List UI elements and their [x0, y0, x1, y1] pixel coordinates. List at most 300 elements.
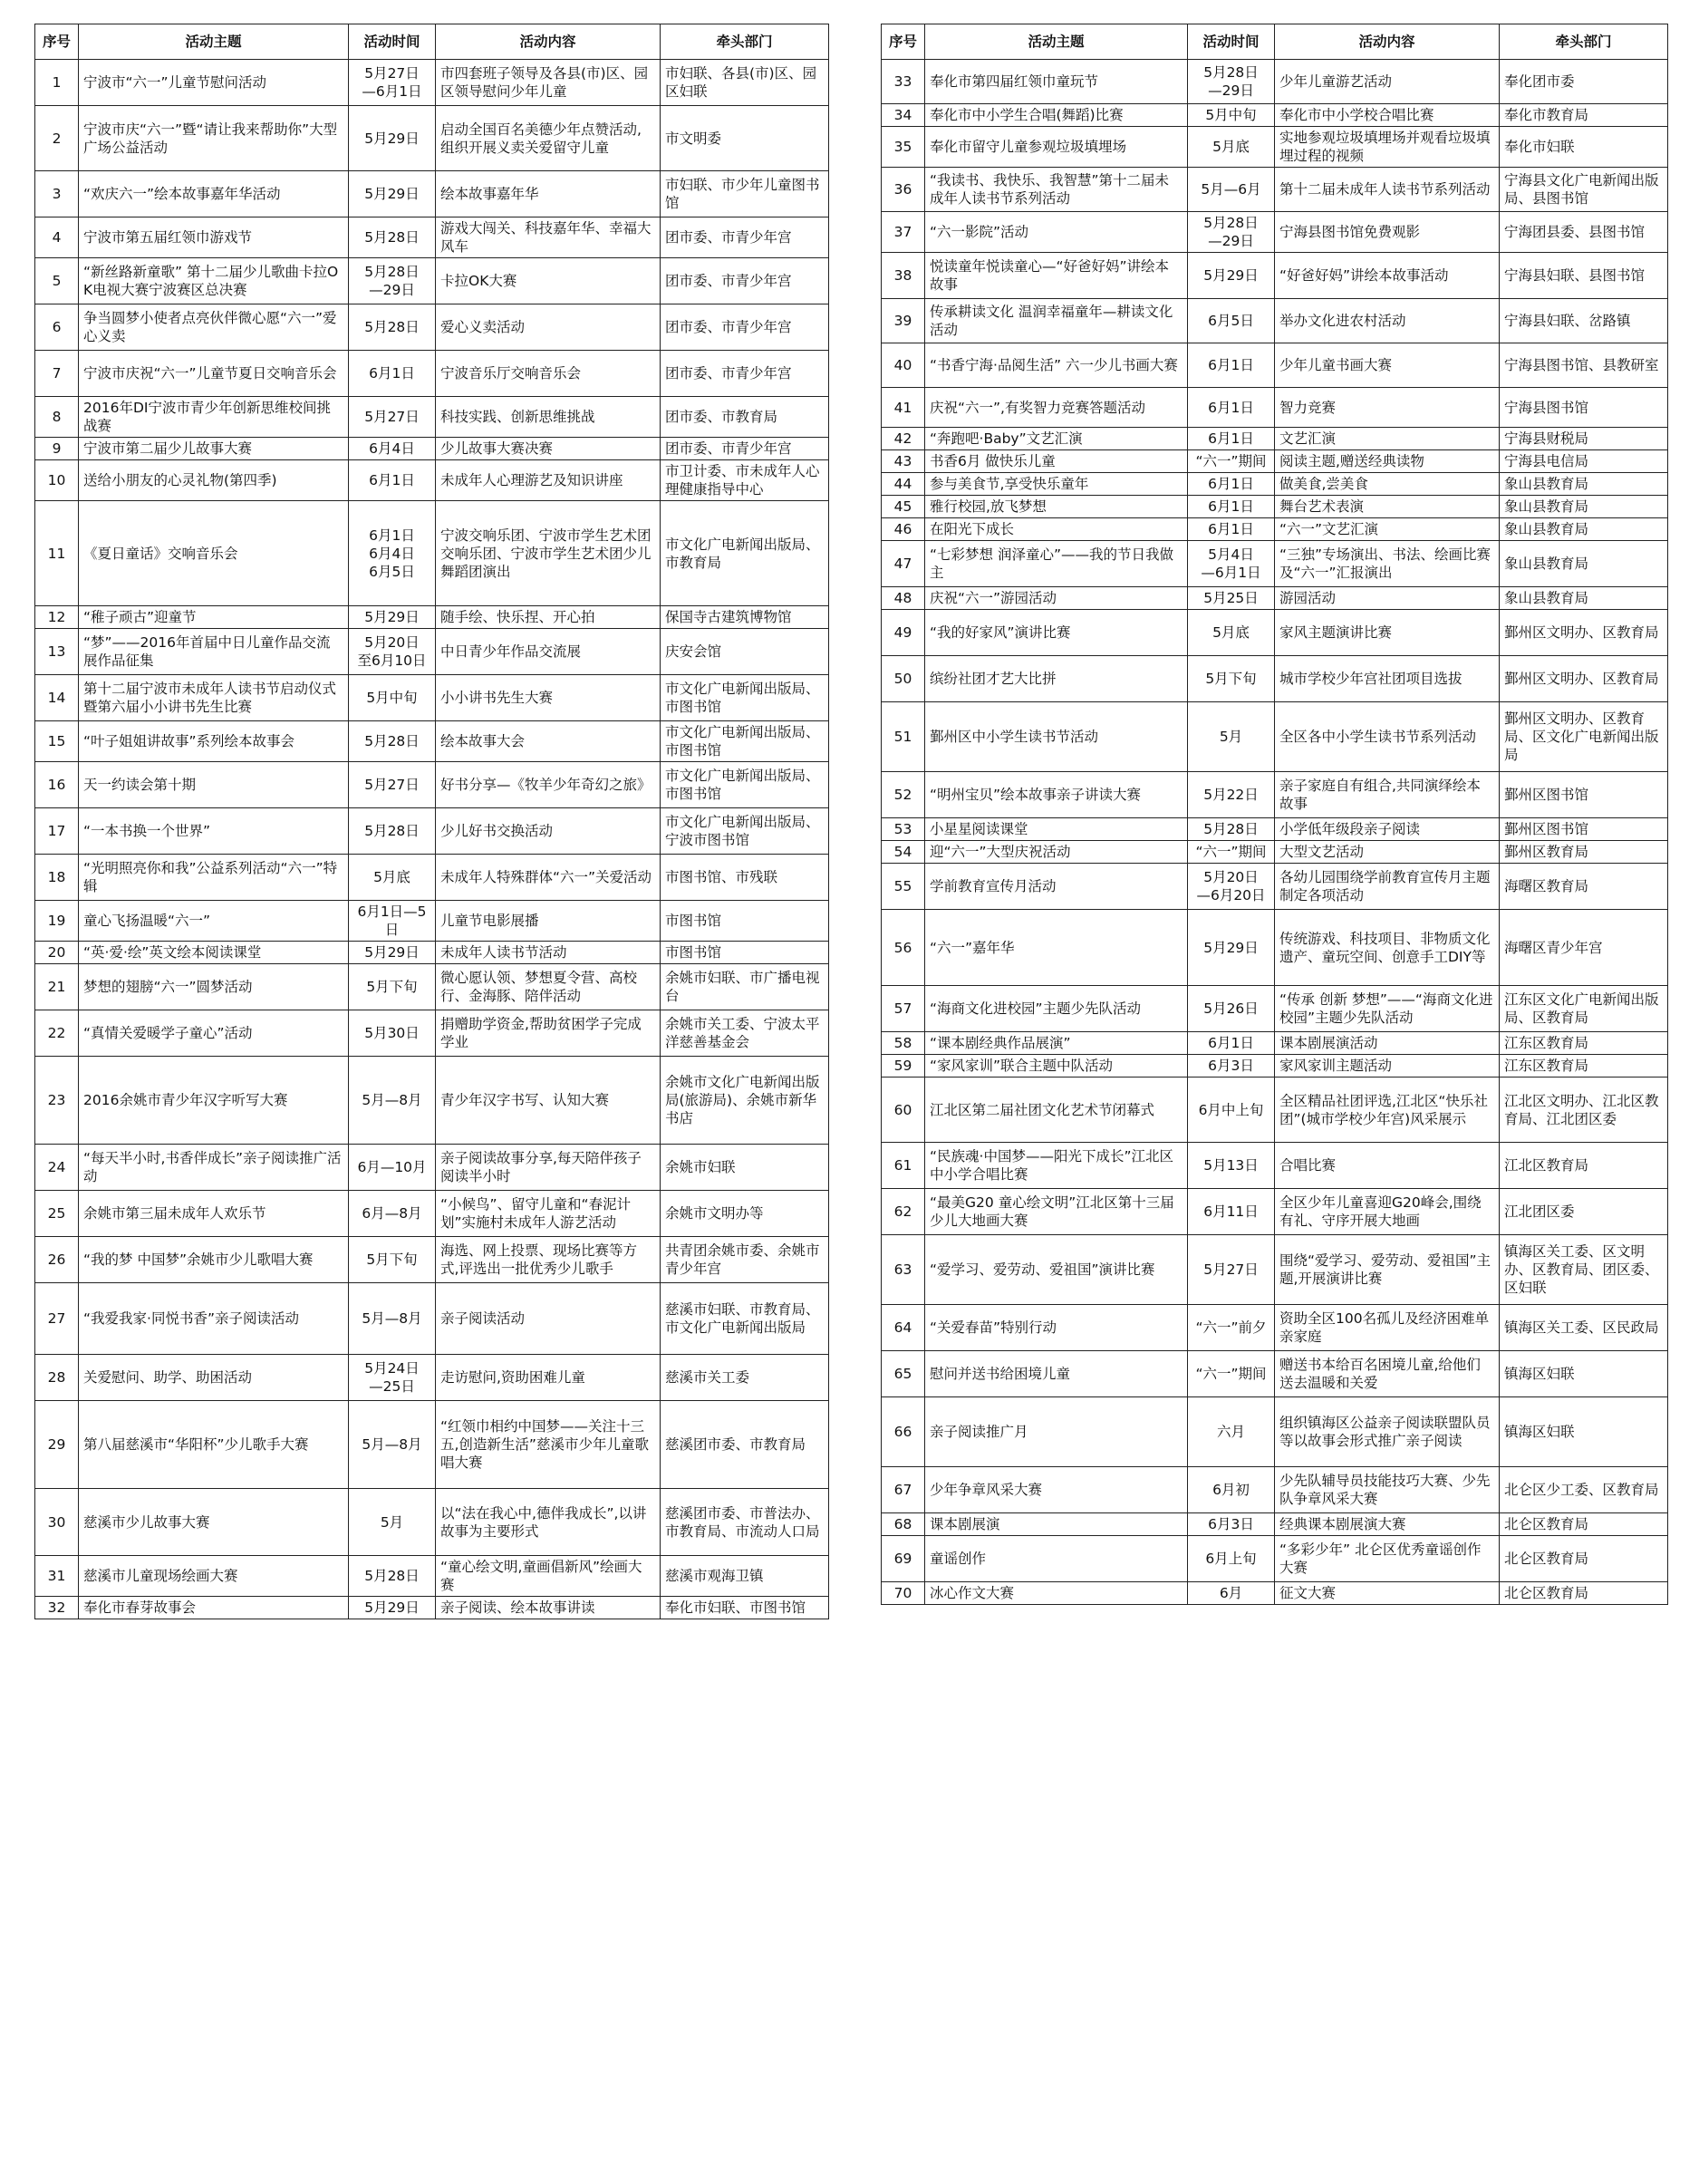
- cell-no: 58: [882, 1032, 925, 1055]
- cell-no: 63: [882, 1235, 925, 1305]
- cell-time: 5月底: [1188, 127, 1275, 168]
- cell-no: 3: [35, 171, 79, 217]
- cell-time: 5月26日: [1188, 986, 1275, 1032]
- cell-theme: 第八届慈溪市“华阳杯”少儿歌手大赛: [79, 1401, 349, 1489]
- cell-theme: 天一约读会第十期: [79, 762, 349, 808]
- cell-dept: 江北区文明办、江北区教育局、江北团区委: [1500, 1078, 1668, 1143]
- cell-theme: “七彩梦想 润泽童心”——我的节日我做主: [925, 541, 1188, 587]
- table-row: [35, 855, 829, 901]
- table-row: [35, 351, 829, 397]
- cell-dept: 市卫计委、市未成年人心理健康指导中心: [661, 460, 829, 501]
- table-row: [882, 772, 1668, 818]
- cell-theme: “奔跑吧·Baby”文艺汇演: [925, 428, 1188, 450]
- cell-theme: 传承耕读文化 温润幸福童年—耕读文化活动: [925, 299, 1188, 343]
- table-row: [35, 1283, 829, 1355]
- cell-content: 小学低年级段亲子阅读: [1275, 818, 1500, 841]
- table-row: [882, 818, 1668, 841]
- cell-theme: 争当圆梦小使者点亮伙伴微心愿“六一”爱心义卖: [79, 304, 349, 351]
- cell-dept: 团市委、市青少年宫: [661, 304, 829, 351]
- cell-time: 5月28日: [349, 217, 436, 258]
- cell-time: 6月4日: [349, 438, 436, 460]
- header-theme: 活动主题: [925, 24, 1188, 60]
- cell-theme: 少年争章风采大赛: [925, 1467, 1188, 1513]
- table-row: [35, 106, 829, 171]
- table-row: [882, 864, 1668, 910]
- table-row: [882, 702, 1668, 772]
- cell-dept: 海曙区青少年宫: [1500, 910, 1668, 986]
- cell-theme: “每天半小时,书香伴成长”亲子阅读推广活动: [79, 1145, 349, 1191]
- cell-dept: 市妇联、各县(市)区、园区妇联: [661, 60, 829, 106]
- cell-time: 5月28日: [349, 1556, 436, 1597]
- cell-content: 少先队辅导员技能技巧大赛、少先队争章风采大赛: [1275, 1467, 1500, 1513]
- cell-time: 5月30日: [349, 1010, 436, 1057]
- cell-theme: 《夏日童话》交响音乐会: [79, 501, 349, 606]
- cell-time: 6月中上旬: [1188, 1078, 1275, 1143]
- cell-no: 47: [882, 541, 925, 587]
- cell-no: 10: [35, 460, 79, 501]
- cell-theme: 庆祝“六一”游园活动: [925, 587, 1188, 610]
- table-row: [882, 104, 1668, 127]
- cell-theme: 送给小朋友的心灵礼物(第四季): [79, 460, 349, 501]
- cell-content: 经典课本剧展演大赛: [1275, 1513, 1500, 1536]
- cell-content: 传统游戏、科技项目、非物质文化遗产、童玩空间、创意手工DIY等: [1275, 910, 1500, 986]
- cell-time: 5月27日 —6月1日: [349, 60, 436, 106]
- cell-dept: 慈溪市妇联、市教育局、市文化广电新闻出版局: [661, 1283, 829, 1355]
- cell-theme: 宁波市“六一”儿童节慰问活动: [79, 60, 349, 106]
- table-row: [882, 428, 1668, 450]
- cell-dept: 宁海县图书馆、县教研室: [1500, 343, 1668, 388]
- cell-dept: 共青团余姚市委、余姚市青少年宫: [661, 1237, 829, 1283]
- cell-time: 5月25日: [1188, 587, 1275, 610]
- cell-no: 6: [35, 304, 79, 351]
- cell-no: 17: [35, 808, 79, 855]
- cell-time: 5月28日: [349, 808, 436, 855]
- cell-no: 67: [882, 1467, 925, 1513]
- table-row: [882, 1235, 1668, 1305]
- cell-no: 11: [35, 501, 79, 606]
- cell-dept: 北仑区少工委、区教育局: [1500, 1467, 1668, 1513]
- header-content: 活动内容: [1275, 24, 1500, 60]
- cell-content: 随手绘、快乐捏、开心拍: [436, 606, 661, 629]
- table-row: [882, 473, 1668, 496]
- cell-time: 5月4日 —6月1日: [1188, 541, 1275, 587]
- cell-theme: 悦读童年悦读童心—“好爸好妈”讲绘本故事: [925, 253, 1188, 299]
- cell-no: 1: [35, 60, 79, 106]
- cell-theme: 参与美食节,享受快乐童年: [925, 473, 1188, 496]
- cell-content: 绘本故事嘉年华: [436, 171, 661, 217]
- cell-content: 走访慰问,资助困难儿童: [436, 1355, 661, 1401]
- cell-time: 5月29日: [349, 1597, 436, 1619]
- cell-dept: 保国寺古建筑博物馆: [661, 606, 829, 629]
- cell-time: 6月1日: [1188, 473, 1275, 496]
- cell-content: 亲子阅读活动: [436, 1283, 661, 1355]
- cell-content: 亲子家庭自有组合,共同演绎绘本故事: [1275, 772, 1500, 818]
- cell-content: 儿童节电影展播: [436, 901, 661, 942]
- cell-no: 15: [35, 721, 79, 762]
- cell-time: 5月28日 —29日: [1188, 60, 1275, 104]
- cell-no: 44: [882, 473, 925, 496]
- cell-time: 5月底: [349, 855, 436, 901]
- cell-content: 智力竞赛: [1275, 388, 1500, 428]
- cell-no: 46: [882, 518, 925, 541]
- cell-dept: 团市委、市青少年宫: [661, 351, 829, 397]
- cell-time: 6月初: [1188, 1467, 1275, 1513]
- cell-time: 6月上旬: [1188, 1536, 1275, 1582]
- cell-content: 未成年人读书节活动: [436, 942, 661, 964]
- cell-no: 30: [35, 1489, 79, 1556]
- cell-content: 宁波交响乐团、宁波市学生艺术团交响乐团、宁波市学生艺术团少儿舞蹈团演出: [436, 501, 661, 606]
- table-row: [882, 127, 1668, 168]
- table-row: [882, 343, 1668, 388]
- cell-dept: 象山县教育局: [1500, 541, 1668, 587]
- cell-theme: 书香6月 做快乐儿童: [925, 450, 1188, 473]
- cell-content: “三独”专场演出、书法、绘画比赛及“六一”汇报演出: [1275, 541, 1500, 587]
- cell-content: 赠送书本给百名困境儿童,给他们送去温暖和关爱: [1275, 1351, 1500, 1397]
- cell-no: 57: [882, 986, 925, 1032]
- cell-time: 5月—8月: [349, 1283, 436, 1355]
- cell-theme: “我的好家风”演讲比赛: [925, 610, 1188, 656]
- cell-content: 卡拉OK大赛: [436, 258, 661, 304]
- cell-time: 5月29日: [349, 106, 436, 171]
- cell-theme: “光明照亮你和我”公益系列活动“六一”特辑: [79, 855, 349, 901]
- cell-theme: “海商文化进校园”主题少先队活动: [925, 986, 1188, 1032]
- cell-time: “六一”期间: [1188, 841, 1275, 864]
- cell-theme: 余姚市第三届未成年人欢乐节: [79, 1191, 349, 1237]
- cell-no: 62: [882, 1189, 925, 1235]
- cell-content: “传承 创新 梦想”——“海商文化进校园”主题少先队活动: [1275, 986, 1500, 1032]
- cell-theme: 宁波市第五届红领巾游戏节: [79, 217, 349, 258]
- cell-content: 宁海县图书馆免费观影: [1275, 212, 1500, 253]
- cell-no: 28: [35, 1355, 79, 1401]
- cell-content: 绘本故事大会: [436, 721, 661, 762]
- cell-content: 文艺汇演: [1275, 428, 1500, 450]
- cell-dept: 团市委、市青少年宫: [661, 217, 829, 258]
- cell-no: 13: [35, 629, 79, 675]
- cell-dept: 市文化广电新闻出版局、宁波市图书馆: [661, 808, 829, 855]
- cell-no: 52: [882, 772, 925, 818]
- cell-theme: 慈溪市少儿故事大赛: [79, 1489, 349, 1556]
- cell-time: 5月27日: [349, 397, 436, 438]
- cell-dept: 象山县教育局: [1500, 473, 1668, 496]
- cell-no: 34: [882, 104, 925, 127]
- cell-no: 26: [35, 1237, 79, 1283]
- cell-dept: 慈溪团市委、市教育局: [661, 1401, 829, 1489]
- cell-content: 捐赠助学资金,帮助贫困学子完成学业: [436, 1010, 661, 1057]
- cell-theme: “家风家训”联合主题中队活动: [925, 1055, 1188, 1078]
- header-content: 活动内容: [436, 24, 661, 60]
- cell-theme: “关爱春苗”特别行动: [925, 1305, 1188, 1351]
- cell-theme: “欢庆六一”绘本故事嘉年华活动: [79, 171, 349, 217]
- cell-no: 66: [882, 1397, 925, 1467]
- table-row: [35, 1355, 829, 1401]
- table-row: [35, 60, 829, 106]
- table-row: [882, 518, 1668, 541]
- cell-time: 6月1日: [1188, 428, 1275, 450]
- table-row: [882, 1055, 1668, 1078]
- cell-no: 12: [35, 606, 79, 629]
- cell-time: 6月5日: [1188, 299, 1275, 343]
- cell-dept: 鄞州区教育局: [1500, 841, 1668, 864]
- cell-time: 6月1日: [349, 460, 436, 501]
- cell-no: 39: [882, 299, 925, 343]
- cell-time: 5月27日: [1188, 1235, 1275, 1305]
- cell-dept: 市文明委: [661, 106, 829, 171]
- cell-content: 市四套班子领导及各县(市)区、园区领导慰问少年儿童: [436, 60, 661, 106]
- cell-theme: “六一”嘉年华: [925, 910, 1188, 986]
- table-row: [882, 388, 1668, 428]
- cell-no: 23: [35, 1057, 79, 1145]
- cell-no: 16: [35, 762, 79, 808]
- cell-content: 科技实践、创新思维挑战: [436, 397, 661, 438]
- cell-no: 69: [882, 1536, 925, 1582]
- table-row: [35, 1057, 829, 1145]
- cell-no: 56: [882, 910, 925, 986]
- cell-content: 城市学校少年宫社团项目选拔: [1275, 656, 1500, 702]
- cell-dept: 海曙区教育局: [1500, 864, 1668, 910]
- table-row: [882, 1078, 1668, 1143]
- cell-no: 65: [882, 1351, 925, 1397]
- cell-theme: “我爱我家·同悦书香”亲子阅读活动: [79, 1283, 349, 1355]
- cell-no: 21: [35, 964, 79, 1010]
- cell-content: 海选、网上投票、现场比赛等方式,评选出一批优秀少儿歌手: [436, 1237, 661, 1283]
- cell-no: 43: [882, 450, 925, 473]
- table-row: [882, 587, 1668, 610]
- cell-theme: 迎“六一”大型庆祝活动: [925, 841, 1188, 864]
- cell-content: “红领巾相约中国梦——关注十三五,创造新生活”慈溪市少年儿童歌唱大赛: [436, 1401, 661, 1489]
- cell-theme: 江北区第二届社团文化艺术节闭幕式: [925, 1078, 1188, 1143]
- cell-dept: 鄞州区图书馆: [1500, 818, 1668, 841]
- table-row: [35, 901, 829, 942]
- cell-no: 49: [882, 610, 925, 656]
- cell-dept: 余姚市妇联、市广播电视台: [661, 964, 829, 1010]
- cell-content: 少年儿童书画大赛: [1275, 343, 1500, 388]
- cell-dept: 团市委、市青少年宫: [661, 438, 829, 460]
- table-header-row: [882, 24, 1668, 60]
- cell-time: 6月11日: [1188, 1189, 1275, 1235]
- cell-time: 5月28日: [349, 304, 436, 351]
- cell-dept: 鄞州区文明办、区教育局: [1500, 656, 1668, 702]
- cell-no: 5: [35, 258, 79, 304]
- activity-table-left: [34, 24, 829, 1619]
- cell-no: 25: [35, 1191, 79, 1237]
- table-row: [882, 1351, 1668, 1397]
- cell-dept: 团市委、市教育局: [661, 397, 829, 438]
- cell-theme: 鄞州区中小学生读书节活动: [925, 702, 1188, 772]
- cell-theme: 在阳光下成长: [925, 518, 1188, 541]
- table-row: [35, 1401, 829, 1489]
- cell-time: 6月1日: [1188, 343, 1275, 388]
- table-row: [882, 610, 1668, 656]
- cell-time: 5月下旬: [349, 964, 436, 1010]
- cell-content: 第十二届未成年人读书节系列活动: [1275, 168, 1500, 212]
- cell-no: 68: [882, 1513, 925, 1536]
- cell-content: 中日青少年作品交流展: [436, 629, 661, 675]
- cell-dept: 镇海区妇联: [1500, 1351, 1668, 1397]
- header-time: 活动时间: [349, 24, 436, 60]
- cell-theme: 奉化市中小学生合唱(舞蹈)比赛: [925, 104, 1188, 127]
- cell-theme: 童心飞扬温暖“六一”: [79, 901, 349, 942]
- cell-content: 合唱比赛: [1275, 1143, 1500, 1189]
- table-row: [882, 1189, 1668, 1235]
- table-row: [882, 253, 1668, 299]
- table-row: [882, 496, 1668, 518]
- cell-dept: 镇海区妇联: [1500, 1397, 1668, 1467]
- cell-no: 22: [35, 1010, 79, 1057]
- cell-content: 亲子阅读、绘本故事讲读: [436, 1597, 661, 1619]
- cell-content: 奉化市中小学校合唱比赛: [1275, 104, 1500, 127]
- table-row: [882, 1397, 1668, 1467]
- table-row: [882, 1582, 1668, 1605]
- cell-no: 37: [882, 212, 925, 253]
- cell-time: 5月28日 —29日: [1188, 212, 1275, 253]
- cell-theme: 2016年DI宁波市青少年创新思维校间挑战赛: [79, 397, 349, 438]
- cell-time: 5月27日: [349, 762, 436, 808]
- table-row: [882, 986, 1668, 1032]
- table-row: [35, 171, 829, 217]
- cell-time: 5月下旬: [349, 1237, 436, 1283]
- table-row: [882, 60, 1668, 104]
- table-header-row: [35, 24, 829, 60]
- cell-dept: 市图书馆: [661, 901, 829, 942]
- cell-time: 5月29日: [1188, 910, 1275, 986]
- header-theme: 活动主题: [79, 24, 349, 60]
- cell-no: 2: [35, 106, 79, 171]
- cell-dept: 鄞州区文明办、区教育局: [1500, 610, 1668, 656]
- cell-time: 6月—10月: [349, 1145, 436, 1191]
- cell-dept: 慈溪团市委、市普法办、市教育局、市流动人口局: [661, 1489, 829, 1556]
- table-row: [35, 1556, 829, 1597]
- table-row: [35, 1597, 829, 1619]
- table-row: [882, 1536, 1668, 1582]
- cell-time: 6月1日: [1188, 1032, 1275, 1055]
- cell-time: “六一”期间: [1188, 1351, 1275, 1397]
- cell-theme: “我读书、我快乐、我智慧”第十二届未成年人读书节系列活动: [925, 168, 1188, 212]
- header-dept: 牵头部门: [1500, 24, 1668, 60]
- table-row: [35, 606, 829, 629]
- cell-content: 阅读主题,赠送经典读物: [1275, 450, 1500, 473]
- table-row: [35, 1237, 829, 1283]
- cell-no: 24: [35, 1145, 79, 1191]
- cell-no: 20: [35, 942, 79, 964]
- cell-time: 5月20日 至6月10日: [349, 629, 436, 675]
- cell-no: 48: [882, 587, 925, 610]
- cell-no: 51: [882, 702, 925, 772]
- table-row: [35, 808, 829, 855]
- cell-dept: 江东区教育局: [1500, 1032, 1668, 1055]
- cell-content: 少年儿童游艺活动: [1275, 60, 1500, 104]
- cell-content: 小小讲书先生大赛: [436, 675, 661, 721]
- cell-content: 大型文艺活动: [1275, 841, 1500, 864]
- cell-content: 资助全区100名孤儿及经济困难单亲家庭: [1275, 1305, 1500, 1351]
- cell-dept: 宁海县妇联、县图书馆: [1500, 253, 1668, 299]
- cell-content: 微心愿认领、梦想夏令营、高校行、金海豚、陪伴活动: [436, 964, 661, 1010]
- cell-dept: 宁海县电信局: [1500, 450, 1668, 473]
- cell-no: 31: [35, 1556, 79, 1597]
- table-body-left: [35, 60, 829, 1619]
- cell-dept: 奉化团市委: [1500, 60, 1668, 104]
- cell-dept: 象山县教育局: [1500, 496, 1668, 518]
- cell-theme: 宁波市第二届少儿故事大赛: [79, 438, 349, 460]
- cell-content: 以“法在我心中,德伴我成长”,以讲故事为主要形式: [436, 1489, 661, 1556]
- cell-content: 少儿故事大赛决赛: [436, 438, 661, 460]
- table-row: [35, 1489, 829, 1556]
- cell-no: 18: [35, 855, 79, 901]
- table-row: [35, 501, 829, 606]
- cell-content: 各幼儿园围绕学前教育宣传月主题制定各项活动: [1275, 864, 1500, 910]
- cell-time: 5月中旬: [1188, 104, 1275, 127]
- table-row: [35, 964, 829, 1010]
- cell-content: “六一”文艺汇演: [1275, 518, 1500, 541]
- cell-content: 舞台艺术表演: [1275, 496, 1500, 518]
- cell-time: 5月20日 —6月20日: [1188, 864, 1275, 910]
- table-row: [35, 1145, 829, 1191]
- cell-content: “童心绘文明,童画倡新风”绘画大赛: [436, 1556, 661, 1597]
- cell-time: 6月1日: [1188, 518, 1275, 541]
- cell-content: 亲子阅读故事分享,每天陪伴孩子阅读半小时: [436, 1145, 661, 1191]
- cell-theme: “梦”——2016年首届中日儿童作品交流展作品征集: [79, 629, 349, 675]
- cell-dept: 鄞州区文明办、区教育局、区文化广电新闻出版局: [1500, 702, 1668, 772]
- cell-theme: 第十二届宁波市未成年人读书节启动仪式暨第六届小小讲书先生比赛: [79, 675, 349, 721]
- cell-content: 未成年人特殊群体“六一”关爱活动: [436, 855, 661, 901]
- cell-no: 14: [35, 675, 79, 721]
- cell-content: 举办文化进农村活动: [1275, 299, 1500, 343]
- cell-content: 游戏大闯关、科技嘉年华、幸福大风车: [436, 217, 661, 258]
- cell-no: 38: [882, 253, 925, 299]
- cell-theme: “一本书换一个世界”: [79, 808, 349, 855]
- cell-theme: “六一影院”活动: [925, 212, 1188, 253]
- cell-theme: 童谣创作: [925, 1536, 1188, 1582]
- table-row: [882, 1513, 1668, 1536]
- cell-dept: 余姚市关工委、宁波太平洋慈善基金会: [661, 1010, 829, 1057]
- cell-no: 45: [882, 496, 925, 518]
- cell-no: 9: [35, 438, 79, 460]
- cell-dept: 象山县教育局: [1500, 587, 1668, 610]
- cell-time: 5月28日: [349, 721, 436, 762]
- cell-no: 54: [882, 841, 925, 864]
- cell-time: 6月—8月: [349, 1191, 436, 1237]
- cell-content: 未成年人心理游艺及知识讲座: [436, 460, 661, 501]
- cell-theme: “书香宁海·品阅生活” 六一少儿书画大赛: [925, 343, 1188, 388]
- cell-theme: 冰心作文大赛: [925, 1582, 1188, 1605]
- table-row: [35, 258, 829, 304]
- cell-no: 8: [35, 397, 79, 438]
- cell-time: 5月13日: [1188, 1143, 1275, 1189]
- cell-time: 六月: [1188, 1397, 1275, 1467]
- cell-dept: 江北区教育局: [1500, 1143, 1668, 1189]
- cell-content: 启动全国百名美德少年点赞活动,组织开展义卖关爱留守儿童: [436, 106, 661, 171]
- cell-dept: 镇海区关工委、区民政局: [1500, 1305, 1668, 1351]
- cell-dept: 庆安会馆: [661, 629, 829, 675]
- cell-content: 游园活动: [1275, 587, 1500, 610]
- cell-theme: 宁波市庆祝“六一”儿童节夏日交响音乐会: [79, 351, 349, 397]
- cell-theme: 奉化市第四届红领巾童玩节: [925, 60, 1188, 104]
- cell-time: 5月: [1188, 702, 1275, 772]
- cell-time: “六一”前夕: [1188, 1305, 1275, 1351]
- cell-dept: 奉化市妇联: [1500, 127, 1668, 168]
- table-row: [35, 762, 829, 808]
- cell-time: 5月—8月: [349, 1401, 436, 1489]
- cell-no: 19: [35, 901, 79, 942]
- cell-dept: 余姚市文化广电新闻出版局(旅游局)、余姚市新华书店: [661, 1057, 829, 1145]
- cell-dept: 余姚市文明办等: [661, 1191, 829, 1237]
- cell-content: “多彩少年” 北仑区优秀童谣创作大赛: [1275, 1536, 1500, 1582]
- cell-theme: 雅行校园,放飞梦想: [925, 496, 1188, 518]
- cell-no: 40: [882, 343, 925, 388]
- cell-dept: 市图书馆: [661, 942, 829, 964]
- cell-dept: 宁海县图书馆: [1500, 388, 1668, 428]
- cell-dept: 宁海县妇联、岔路镇: [1500, 299, 1668, 343]
- cell-no: 32: [35, 1597, 79, 1619]
